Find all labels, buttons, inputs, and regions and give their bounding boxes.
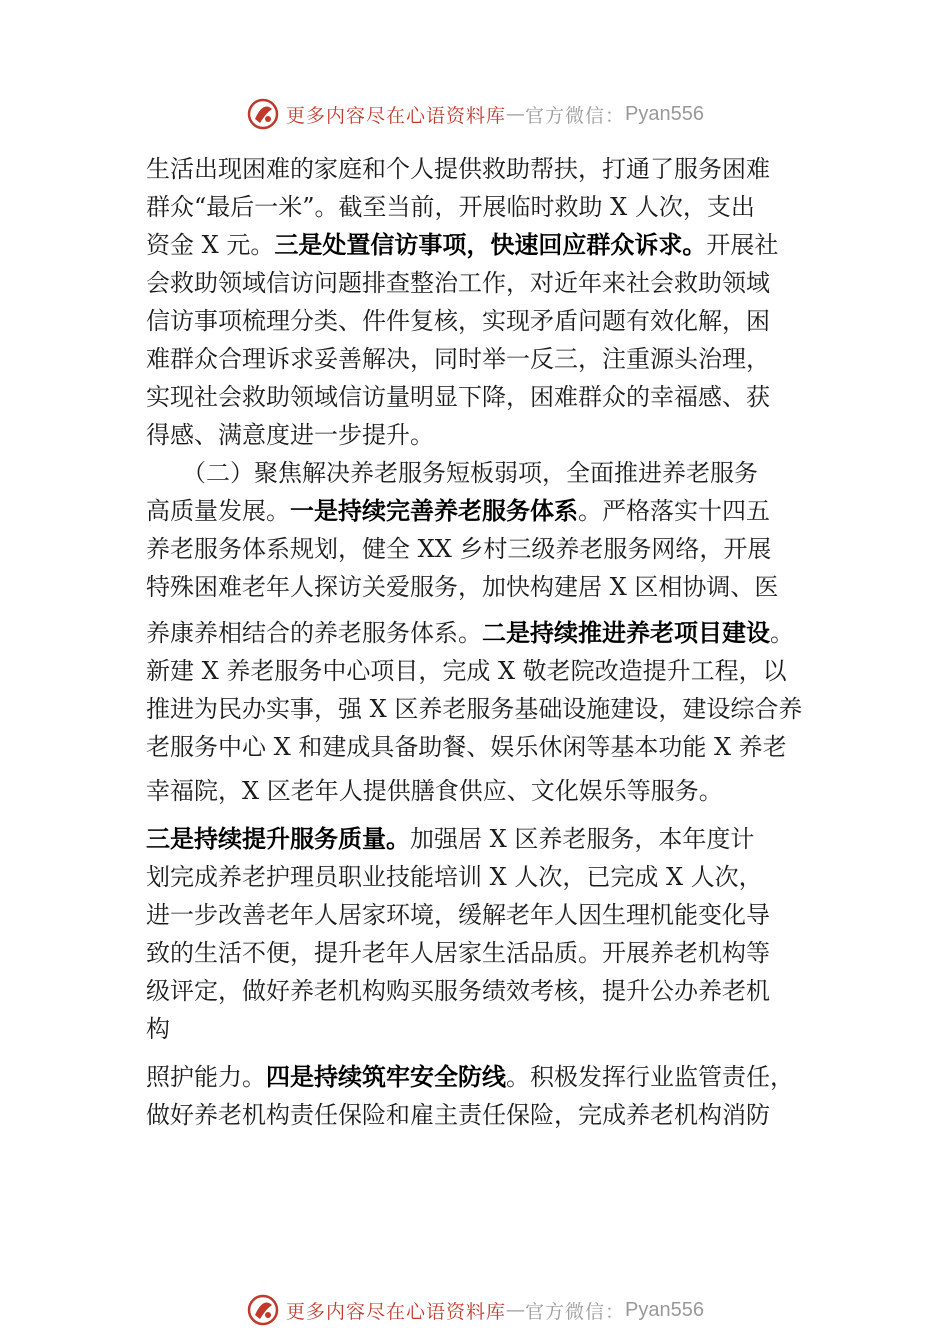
text-run: （二）聚焦解决养老服务短板弱项，全面推进养老服务 bbox=[146, 459, 758, 487]
text-run: 生活出现困难的家庭和个人提供救助帮扶，打通了服务困难 bbox=[146, 155, 770, 183]
bold-heading-run: 三是持续提升服务质量。 bbox=[146, 825, 410, 853]
text-run: 信访事项梳理分类、件件复核，实现矛盾问题有效化解，困 bbox=[146, 307, 770, 335]
text-line bbox=[146, 1096, 826, 1134]
text-line bbox=[146, 820, 826, 858]
text-run: 高质量发展。 bbox=[146, 497, 290, 525]
text-run: 难群众合理诉求妥善解决，同时举一反三，注重源头治理， bbox=[146, 345, 770, 373]
text-run: 特殊困难老年人探访关爱服务，加快构建居 X 区相协调、医 bbox=[146, 573, 779, 601]
text-line bbox=[146, 652, 826, 690]
text-line bbox=[146, 226, 826, 264]
text-line bbox=[146, 454, 826, 492]
text-line bbox=[146, 690, 826, 728]
text-run: 。积极发挥行业监管责任， bbox=[506, 1063, 794, 1091]
text-run: 得感、满意度进一步提升。 bbox=[146, 421, 434, 449]
bold-heading-run: 三是处置信访事项，快速回应群众诉求。 bbox=[274, 231, 707, 259]
header-watermark-banner bbox=[0, 94, 950, 134]
text-run: 群众“最后一米”。截至当前，开展临时救助 X 人次，支出 bbox=[146, 193, 755, 221]
banner-wechat-id: Pyan556 bbox=[625, 1298, 704, 1321]
text-run: 进一步改善老年人居家环境，缓解老年人因生理机能变化导 bbox=[146, 901, 770, 929]
banner-title: 更多内容尽在心语资料库 bbox=[286, 1300, 507, 1323]
text-line bbox=[146, 972, 826, 1010]
text-line bbox=[146, 188, 826, 226]
banner-separator: — bbox=[506, 1299, 526, 1321]
text-run: 构 bbox=[146, 1015, 170, 1043]
text-run: 老服务中心 X 和建成具备助餐、娱乐休闲等基本功能 X 养老 bbox=[146, 733, 787, 761]
text-run: 。 bbox=[770, 619, 794, 647]
bold-heading-run: 一是持续完善养老服务体系 bbox=[290, 497, 578, 525]
text-line bbox=[146, 1010, 826, 1048]
text-run: 资金 X 元。 bbox=[146, 231, 275, 259]
footer-watermark-banner bbox=[0, 1290, 950, 1330]
logo-icon bbox=[246, 97, 280, 131]
text-run: 划完成养老护理员职业技能培训 X 人次，已完成 X 人次， bbox=[146, 863, 763, 891]
text-line bbox=[146, 728, 826, 766]
text-run: 养康养相结合的养老服务体系。 bbox=[146, 619, 482, 647]
text-run: 加强居 X 区养老服务，本年度计 bbox=[410, 825, 755, 853]
text-run: 幸福院，X 区老年人提供膳食供应、文化娱乐等服务。 bbox=[146, 777, 723, 805]
bold-heading-run: 四是持续筑牢安全防线 bbox=[266, 1063, 506, 1091]
text-line bbox=[146, 264, 826, 302]
text-run: 实现社会救助领域信访量明显下降，困难群众的幸福感、获 bbox=[146, 383, 770, 411]
text-line bbox=[146, 302, 826, 340]
banner-wechat-label: 官方微信： bbox=[525, 1300, 626, 1323]
logo-icon bbox=[246, 1293, 280, 1327]
text-line bbox=[146, 614, 826, 652]
text-line bbox=[146, 340, 826, 378]
text-line bbox=[146, 378, 826, 416]
text-line bbox=[146, 530, 826, 568]
text-line bbox=[146, 150, 826, 188]
text-run: 养老服务体系规划，健全 XX 乡村三级养老服务网络，开展 bbox=[146, 535, 772, 563]
banner-wechat-label: 官方微信： bbox=[525, 104, 626, 127]
text-run: 做好养老机构责任保险和雇主责任保险，完成养老机构消防 bbox=[146, 1101, 770, 1129]
document-body bbox=[146, 150, 826, 1134]
text-run: 推进为民办实事，强 X 区养老服务基础设施建设，建设综合养 bbox=[146, 695, 803, 723]
text-line bbox=[146, 858, 826, 896]
text-run: 新建 X 养老服务中心项目，完成 X 敬老院改造提升工程，以 bbox=[146, 657, 787, 685]
text-run: 级评定，做好养老机构购买服务绩效考核，提升公办养老机 bbox=[146, 977, 770, 1005]
text-run: 开展社 bbox=[706, 231, 779, 259]
text-run: 会救助领域信访问题排查整治工作，对近年来社会救助领域 bbox=[146, 269, 770, 297]
text-run: 。严格落实十四五 bbox=[578, 497, 770, 525]
text-line bbox=[146, 492, 826, 530]
text-run: 照护能力。 bbox=[146, 1063, 266, 1091]
banner-separator: — bbox=[506, 103, 526, 125]
text-line bbox=[146, 416, 826, 454]
banner-title: 更多内容尽在心语资料库 bbox=[286, 104, 507, 127]
text-line bbox=[146, 896, 826, 934]
text-line bbox=[146, 1058, 826, 1096]
text-line bbox=[146, 934, 826, 972]
text-run: 致的生活不便，提升老年人居家生活品质。开展养老机构等 bbox=[146, 939, 770, 967]
banner-wechat-id: Pyan556 bbox=[625, 102, 704, 125]
text-line bbox=[146, 772, 826, 810]
bold-heading-run: 二是持续推进养老项目建设 bbox=[482, 619, 770, 647]
text-line bbox=[146, 568, 826, 606]
